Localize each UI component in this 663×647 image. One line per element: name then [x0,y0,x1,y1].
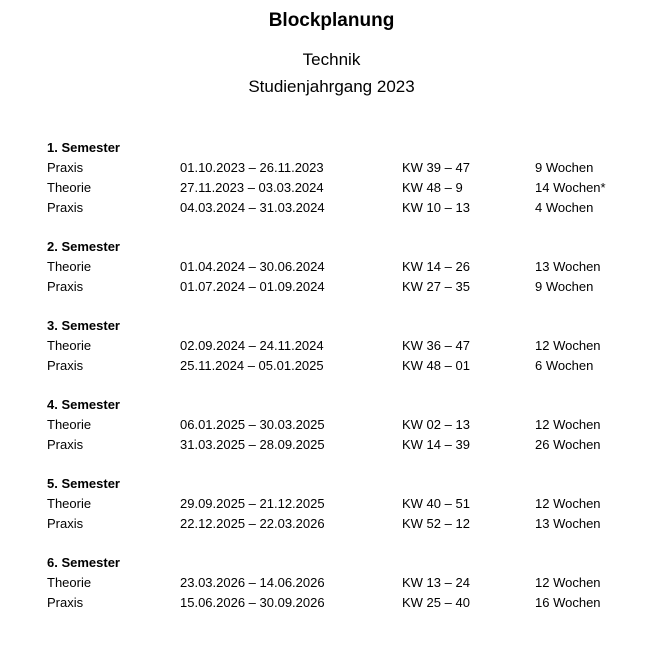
calendar-weeks: KW 14 – 39 [402,437,470,452]
phase-type: Praxis [47,358,84,373]
calendar-weeks: KW 25 – 40 [402,595,470,610]
duration-weeks: 12 Wochen [535,338,601,353]
duration-weeks: 4 Wochen [535,200,594,215]
duration-weeks: 9 Wochen [535,160,594,175]
calendar-weeks: KW 36 – 47 [402,338,470,353]
phase-type: Theorie [47,259,92,274]
schedule-row [47,593,647,613]
schedule-row [47,336,647,356]
duration-weeks: 13 Wochen [535,516,601,531]
calendar-weeks: KW 02 – 13 [402,417,470,432]
semester-heading: 4. Semester [47,397,120,412]
calendar-weeks: KW 39 – 47 [402,160,470,175]
calendar-weeks: KW 14 – 26 [402,259,470,274]
date-range: 02.09.2024 – 24.11.2024 [180,338,324,353]
duration-weeks: 16 Wochen [535,595,601,610]
phase-type: Theorie [47,575,92,590]
semester-block [47,474,647,534]
schedule-row [47,494,647,514]
schedule-row [47,514,647,534]
semester-block [47,316,647,376]
page-title: Blockplanung [268,10,395,31]
calendar-weeks: KW 48 – 01 [402,358,470,373]
schedule-row [47,435,647,455]
date-range: 01.07.2024 – 01.09.2024 [180,279,325,294]
duration-weeks: 12 Wochen [535,417,601,432]
semester-block [47,553,647,613]
subtitle-cohort: Studienjahrgang 2023 [248,77,415,96]
semester-heading: 3. Semester [47,318,120,333]
date-range: 23.03.2026 – 14.06.2026 [180,575,325,590]
calendar-weeks: KW 48 – 9 [402,180,463,195]
date-range: 06.01.2025 – 30.03.2025 [180,417,325,432]
semester-heading: 6. Semester [47,555,120,570]
duration-weeks: 26 Wochen [535,437,601,452]
phase-type: Praxis [47,200,84,215]
date-range: 27.11.2023 – 03.03.2024 [180,180,324,195]
phase-type: Theorie [47,338,92,353]
semester-block [47,395,647,455]
calendar-weeks: KW 52 – 12 [402,516,470,531]
calendar-weeks: KW 40 – 51 [402,496,470,511]
date-range: 04.03.2024 – 31.03.2024 [180,200,325,215]
date-range: 31.03.2025 – 28.09.2025 [180,437,325,452]
date-range: 01.10.2023 – 26.11.2023 [180,160,324,175]
date-range: 22.12.2025 – 22.03.2026 [180,516,325,531]
phase-type: Theorie [47,496,92,511]
phase-type: Theorie [47,180,92,195]
calendar-weeks: KW 27 – 35 [402,279,470,294]
semester-heading: 1. Semester [47,140,120,155]
duration-weeks: 14 Wochen* [535,180,606,195]
subtitle-department: Technik [302,50,361,69]
phase-type: Praxis [47,516,84,531]
semester-block [47,237,647,297]
date-range: 29.09.2025 – 21.12.2025 [180,496,325,511]
semester-block [47,138,647,218]
schedule-row [47,257,647,277]
date-range: 01.04.2024 – 30.06.2024 [180,259,325,274]
schedule-row [47,158,647,178]
schedule-row [47,277,647,297]
schedule-row [47,415,647,435]
schedule-row [47,356,647,376]
schedule-row [47,573,647,593]
date-range: 25.11.2024 – 05.01.2025 [180,358,324,373]
duration-weeks: 12 Wochen [535,575,601,590]
schedule-row [47,198,647,218]
calendar-weeks: KW 13 – 24 [402,575,470,590]
duration-weeks: 12 Wochen [535,496,601,511]
duration-weeks: 9 Wochen [535,279,594,294]
phase-type: Theorie [47,417,92,432]
phase-type: Praxis [47,595,84,610]
date-range: 15.06.2026 – 30.09.2026 [180,595,325,610]
semester-heading: 2. Semester [47,239,120,254]
duration-weeks: 6 Wochen [535,358,594,373]
calendar-weeks: KW 10 – 13 [402,200,470,215]
semester-list [47,138,647,632]
phase-type: Praxis [47,279,84,294]
phase-type: Praxis [47,160,84,175]
phase-type: Praxis [47,437,84,452]
semester-heading: 5. Semester [47,476,120,491]
duration-weeks: 13 Wochen [535,259,601,274]
schedule-row [47,178,647,198]
